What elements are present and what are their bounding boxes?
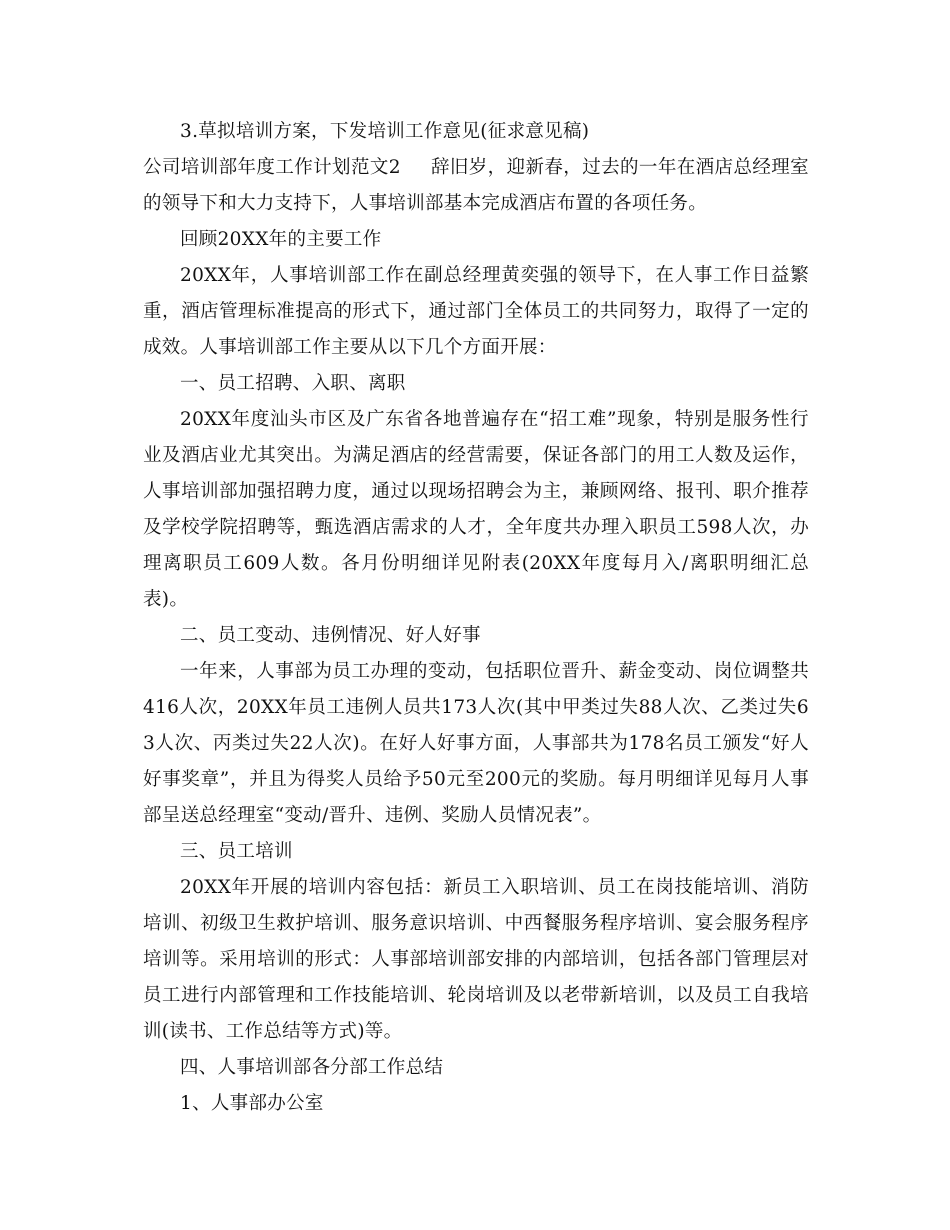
plan-intro-text: 辞旧岁，迎新春，过去的一年在酒店总经理室的领导下和大力支持下，人事培训部基本完成酒店布置的各项任务。 <box>143 157 809 214</box>
heading-review: 回顾20XX年的主要工作 <box>180 229 382 250</box>
heading-training: 三、员工培训 <box>180 841 293 862</box>
paragraph-overview: 20XX年，人事培训部工作在副总经理黄奕强的领导下，在人事工作日益繁重，酒店管理标准提高的形式下，通过部门全体员工的共同努力，取得了一定的成效。人事培训部工作主要从以下几个方面开展： <box>143 265 809 358</box>
paragraph-training: 20XX年开展的培训内容包括：新员工入职培训、员工在岗技能培训、消防培训、初级卫生救护培训、服务意识培训、中西餐服务程序培训、宴会服务程序培训等。采用培训的形式：人事部培训部安排的内部培训，包括各部门管理层对员工进行内部管理和工作技能培训、轮岗培训及以老带新培训，以及员工自我培训(读书、工作总结等方式)等。 <box>143 877 809 1042</box>
paragraph-recruitment: 20XX年度汕头市区及广东省各地普遍存在“招工难”现象，特别是服务性行业及酒店业尤其突出。为满足酒店的经营需要，保证各部门的用工人数及运作，人事培训部加强招聘力度，通过以现场招聘会为主，兼顾网络、报刊、职介推荐及学校学院招聘等，甄选酒店需求的人才，全年度共办理入职员工598人次，办理离职员工609人数。各月份明细详见附表(20XX年度每月入/离职明细汇总表)。 <box>143 409 809 610</box>
heading-hr-office: 1、人事部办公室 <box>180 1093 324 1114</box>
heading-changes: 二、员工变动、违例情况、好人好事 <box>180 625 481 646</box>
paragraph-plan-intro <box>143 150 809 222</box>
heading-branch-summary: 四、人事培训部各分部工作总结 <box>180 1057 444 1078</box>
paragraph-changes: 一年来，人事部为员工办理的变动，包括职位晋升、薪金变动、岗位调整共416人次，20XX年员工违例人员共173人次(其中甲类过失88人次、乙类过失63人次、丙类过失22人次)。在好人好事方面，人事部共为178名员工颁发“好人好事奖章”，并且为得奖人员给予50元至200元的奖励。每月明细详见每月人事部呈送总经理室“变动/晋升、违例、奖励人员情况表”。 <box>143 661 809 826</box>
paragraph-training-draft: 3.草拟培训方案，下发培训工作意见(征求意见稿) <box>180 121 590 142</box>
document-body <box>143 114 809 1122</box>
plan-title: 公司培训部年度工作计划范文2 <box>143 157 401 178</box>
heading-recruitment: 一、员工招聘、入职、离职 <box>180 373 406 394</box>
